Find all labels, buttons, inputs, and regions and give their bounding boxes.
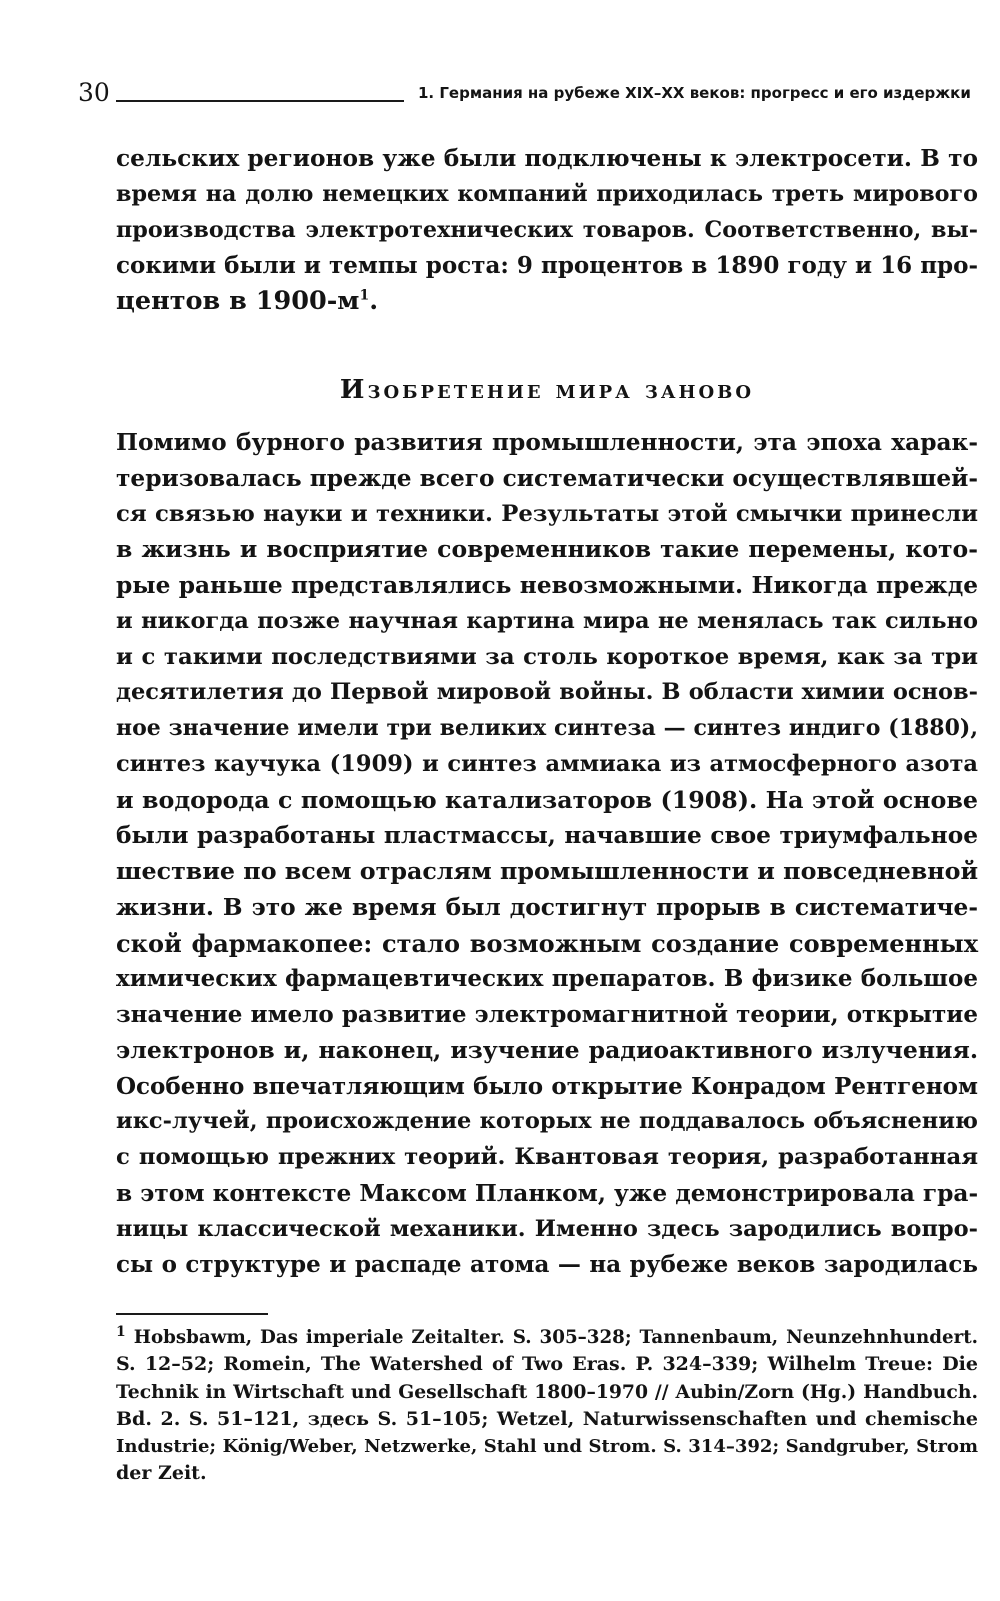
main-paragraph [116, 425, 978, 1283]
text-line: в этом контексте Максом Планком, уже демонстрировала гра- [116, 1179, 979, 1207]
text-line: жизни. В это же время был достигнут прорыв в систематиче- [116, 893, 978, 921]
text-line: ся связью науки и техники. Результаты этой смычки принесли [116, 500, 978, 527]
footnote-marker: 1 [116, 1323, 126, 1340]
footnote-line: Bd. 2. S. 51–121, здесь S. 51–105; Wetzel, Naturwissenschaften und chemische [116, 1407, 978, 1430]
intro-paragraph [116, 141, 978, 320]
footnote-rule [116, 1313, 268, 1315]
text-line: сы о структуре и распаде атома — на рубеже веков зародилась [116, 1251, 978, 1279]
text-line: были разработаны пластмассы, начавшие свое триумфальное [116, 822, 978, 850]
text-line: рые раньше представлялись невозможными. Никогда прежде [116, 572, 978, 599]
text-line: и с такими последствиями за столь короткое время, как за три [116, 643, 978, 670]
footnote-line: Industrie; König/Weber, Netzwerke, Stahl und Strom. S. 314–392; Sandgruber, Strom [116, 1436, 978, 1458]
text-line: время на долю немецких компаний приходилась треть мирового [116, 180, 978, 207]
text-line: производства электротехнических товаров. Соответственно, вы- [116, 216, 978, 243]
footnote-reference: 1 [359, 287, 370, 304]
text-line: с помощью прежних теорий. Квантовая теория, разработанная [116, 1144, 978, 1170]
footnote [116, 1324, 978, 1488]
section-heading: Изобретение мира заново [339, 375, 755, 405]
text-line: десятилетия до Первой мировой войны. В области химии основ- [116, 679, 978, 706]
text-line: ской фармакопее: стало возможным создание современных [116, 928, 978, 958]
text-line: теризовалась прежде всего систематически осуществлявшей- [116, 464, 979, 492]
text-line: значение имело развитие электромагнитной теории, открытие [116, 1001, 978, 1028]
text-line: Помимо бурного развития промышленности, эта эпоха харак- [116, 429, 978, 456]
text-line: ное значение имели три великих синтеза — синтез индиго (1880), [116, 715, 978, 741]
footnote-text: Hobsbawm, Das imperiale Zeitalter. S. 305–328; Tannenbaum, Neunzehnhundert. [133, 1327, 979, 1348]
text-line: и водорода с помощью катализаторов (1908). На этой основе [116, 785, 978, 814]
text-line: Особенно впечатляющим было открытие Конрадом Рентгеном [116, 1072, 978, 1100]
text-line: химических фармацевтических препаратов. В физике большое [116, 965, 978, 993]
page-number: 30 [78, 78, 110, 107]
header-rule [116, 100, 404, 102]
running-title: 1. Германия на рубеже XIX–XX веков: прогресс и его издержки [418, 84, 971, 102]
footnote-line: S. 12–52; Romein, The Watershed of Two Eras. P. 324–339; Wilhelm Treue: Die [116, 1353, 978, 1376]
footnote-line [116, 1324, 978, 1351]
text-line: в жизнь и восприятие современников такие перемены, кото- [116, 535, 978, 564]
text-line: икс-лучей, происхождение которых не поддавалось объяснению [116, 1108, 978, 1135]
text-line: сокими были и темпы роста: 9 процентов в 1890 году и 16 про- [116, 252, 978, 280]
text-line: синтез каучука (1909) и синтез аммиака из атмосферного азота [116, 750, 978, 777]
text-line: ницы классической механики. Именно здесь зародились вопро- [116, 1215, 978, 1242]
running-head [78, 78, 978, 108]
text-line: сельских регионов уже были подключены к электросети. В то [116, 145, 978, 172]
text-line: шествие по всем отраслям промышленности и повседневной [116, 857, 979, 885]
text-line: и никогда позже научная картина мира не менялась так сильно [116, 607, 978, 634]
text-line: электронов и, наконец, изучение радиоактивного излучения. [116, 1035, 978, 1064]
text-line-content: центов в 1900-м [116, 286, 360, 316]
footnote-line: der Zeit. [116, 1462, 207, 1485]
text-line: центов в $1900-м^1$. [116, 286, 379, 316]
footnote-line: Technik in Wirtschaft und Gesellschaft 1800–1970 // Aubin/Zorn (Hg.) Handbuch. [116, 1380, 978, 1403]
